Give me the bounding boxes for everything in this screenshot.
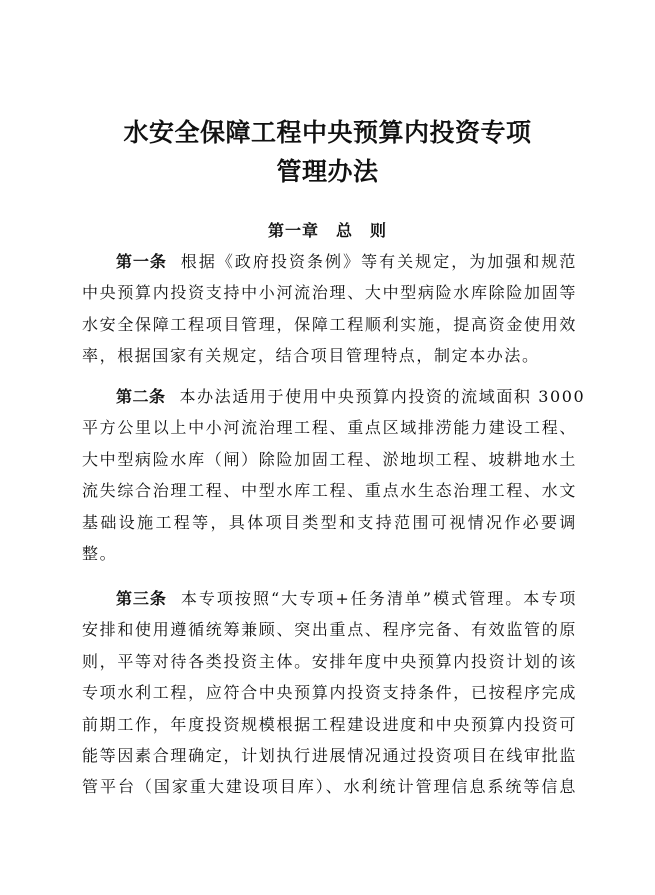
article-label: 第一条	[116, 252, 167, 271]
article-line: 前期工作，年度投资规模根据工程建设进度和中央预算内投资可	[82, 714, 577, 734]
article-line: 平方公里以上中小河流治理工程、重点区域排涝能力建设工程、	[82, 418, 577, 438]
document-title-line-1: 水安全保障工程中央预算内投资专项	[123, 118, 532, 147]
article-line: 率，根据国家有关规定，结合项目管理特点，制定本办法。	[82, 346, 540, 366]
article-1	[82, 246, 577, 372]
article-line: 整。	[82, 543, 118, 563]
article-line: 第三条 本专项按照“大专项+任务清单”模式管理。本专项	[116, 589, 577, 608]
article-line: 第一条 根据《政府投资条例》等有关规定，为加强和规范	[116, 252, 577, 271]
article-line: 中央预算内投资支持中小河流治理、大中型病险水库除险加固等	[82, 283, 577, 303]
article-line: 专项水利工程，应符合中央预算内投资支持条件，已按程序完成	[82, 683, 577, 703]
article-3	[82, 583, 577, 803]
article-line: 水安全保障工程项目管理，保障工程顺利实施，提高资金使用效	[82, 314, 577, 334]
chapter-heading: 第一章 总 则	[267, 221, 387, 240]
document-title-line-2: 管理办法	[276, 157, 379, 186]
article-label: 第三条	[116, 589, 167, 608]
article-line: 大中型病险水库（闸）除险加固工程、淤地坝工程、坡耕地水土	[82, 449, 577, 469]
article-2	[82, 381, 586, 569]
article-label: 第二条	[116, 387, 166, 406]
article-line: 第二条 本办法适用于使用中央预算内投资的流域面积 3000	[116, 387, 586, 406]
article-line: 管平台（国家重大建设项目库）、水利统计管理信息系统等信息	[82, 777, 577, 797]
article-line: 能等因素合理确定，计划执行进展情况通过投资项目在线审批监	[82, 745, 577, 765]
article-line: 基础设施工程等，具体项目类型和支持范围可视情况作必要调	[82, 512, 577, 532]
article-line: 流失综合治理工程、中型水库工程、重点水生态治理工程、水文	[82, 481, 577, 501]
article-line: 安排和使用遵循统筹兼顾、突出重点、程序完备、有效监管的原	[82, 620, 577, 640]
article-line: 则，平等对待各类投资主体。安排年度中央预算内投资计划的该	[82, 651, 577, 671]
